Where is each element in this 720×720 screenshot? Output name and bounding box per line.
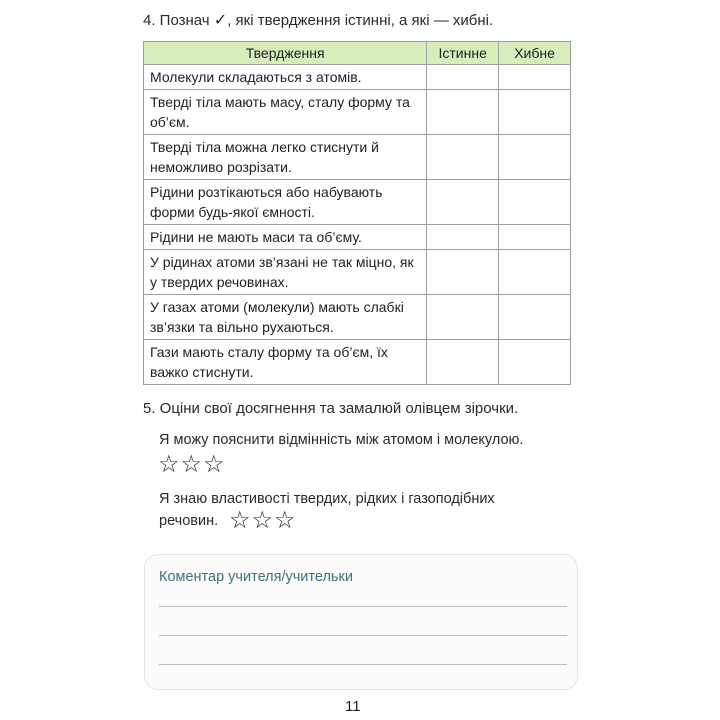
star-rating-1[interactable]: ☆☆☆	[158, 451, 226, 478]
self-assessment-statement-1: Я можу пояснити відмінність між атомом і молекулою.	[159, 432, 524, 448]
false-checkbox-cell[interactable]	[499, 225, 571, 250]
true-checkbox-cell[interactable]	[427, 250, 499, 295]
table-row	[144, 90, 571, 135]
true-checkbox-cell[interactable]	[427, 180, 499, 225]
false-checkbox-cell[interactable]	[499, 90, 571, 135]
statement-cell: Молекули складаються з атомів.	[144, 65, 427, 90]
star-rating-2[interactable]: ☆☆☆	[229, 507, 297, 534]
self-assessment-statement-2-end: речовин.	[159, 513, 219, 529]
task-4-heading	[143, 10, 493, 30]
false-checkbox-cell[interactable]	[499, 180, 571, 225]
table-header-row	[144, 42, 571, 65]
task-5-heading: 5. Оціни свої досягнення та замалюй олівцем зірочки.	[143, 400, 519, 417]
checkmark-icon: ✓	[213, 12, 228, 29]
true-checkbox-cell[interactable]	[427, 225, 499, 250]
table-row	[144, 180, 571, 225]
self-assessment-statement-2: Я знаю властивості твердих, рідких і газоподібних	[159, 491, 495, 507]
table-row	[144, 225, 571, 250]
statement-cell: Рідини не мають маси та об’єму.	[144, 225, 427, 250]
true-checkbox-cell[interactable]	[427, 65, 499, 90]
teacher-comment-title: Коментар учителя/учительки	[159, 569, 353, 585]
false-checkbox-cell[interactable]	[499, 295, 571, 340]
true-checkbox-cell[interactable]	[427, 295, 499, 340]
teacher-comment-box	[144, 554, 578, 690]
table-row	[144, 135, 571, 180]
task-4-prefix: 4. Познач	[143, 12, 210, 29]
statement-cell: Гази мають сталу форму та об’єм, їх важко стиснути.	[144, 340, 427, 385]
header-false: Хибне	[499, 42, 571, 65]
comment-line[interactable]	[159, 635, 567, 636]
page-number: 11	[345, 698, 361, 715]
false-checkbox-cell[interactable]	[499, 340, 571, 385]
true-checkbox-cell[interactable]	[427, 90, 499, 135]
statement-cell: Тверді тіла мають масу, сталу форму та об’єм.	[144, 90, 427, 135]
comment-line[interactable]	[159, 664, 567, 665]
table-row	[144, 340, 571, 385]
false-checkbox-cell[interactable]	[499, 250, 571, 295]
statements-table	[143, 41, 571, 385]
task-4-suffix: , які твердження істинні, а які — хибні.	[227, 12, 494, 29]
statement-cell: У газах атоми (молекули) мають слабкі зв’язки та вільно рухаються.	[144, 295, 427, 340]
statement-cell: Тверді тіла можна легко стиснути й неможливо розрізати.	[144, 135, 427, 180]
statement-cell: У рідинах атоми зв’язані не так міцно, як у твердих речовинах.	[144, 250, 427, 295]
table-row	[144, 250, 571, 295]
true-checkbox-cell[interactable]	[427, 340, 499, 385]
false-checkbox-cell[interactable]	[499, 65, 571, 90]
statement-cell: Рідини розтікаються або набувають форми будь-якої ємності.	[144, 180, 427, 225]
table-row	[144, 65, 571, 90]
table-row	[144, 295, 571, 340]
comment-line[interactable]	[159, 606, 567, 607]
header-statement: Твердження	[144, 42, 427, 65]
false-checkbox-cell[interactable]	[499, 135, 571, 180]
true-checkbox-cell[interactable]	[427, 135, 499, 180]
header-true: Істинне	[427, 42, 499, 65]
